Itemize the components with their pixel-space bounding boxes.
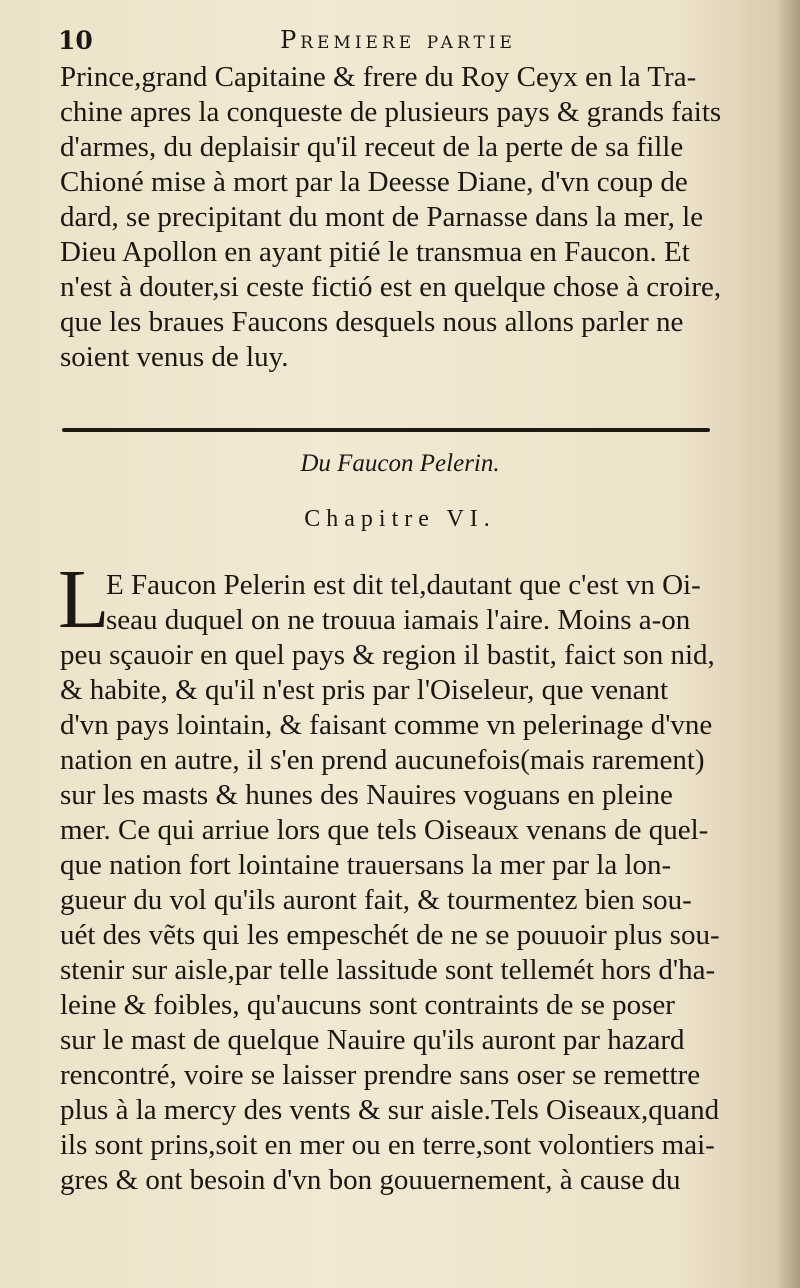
text-line: nation en autre, il s'en prend aucunefois(mais rarement) (60, 744, 705, 776)
text-line: gueur du vol qu'ils auront fait, & tourmentez bien sou- (60, 884, 692, 916)
text-line: leine & foibles, qu'aucuns sont contraints de se poser (60, 989, 675, 1021)
chapter-heading: Chapitre VI. (304, 506, 496, 532)
drop-cap: L (58, 553, 110, 646)
text-line: mer. Ce qui arriue lors que tels Oiseaux venans de quel- (60, 814, 709, 846)
text-line: peu sçauoir en quel pays & region il bastit, faict son nid, (60, 639, 715, 671)
text-line: soient venus de luy. (60, 341, 289, 373)
text-line: d'armes, du deplaisir qu'il receut de la perte de sa fille (60, 131, 684, 163)
text-line: d'vn pays lointain, & faisant comme vn pelerinage d'vne (60, 709, 713, 741)
running-title: Premiere partie (280, 26, 516, 54)
section-divider (62, 428, 710, 432)
text-line: & habite, & qu'il n'est pris par l'Oiseleur, que venant (60, 674, 669, 706)
text-line: n'est à douter,si ceste fictió est en quelque chose à croire, (60, 271, 722, 303)
text-line: plus à la mercy des vents & sur aisle.Tels Oiseaux,quand (60, 1094, 720, 1126)
text-line: stenir sur aisle,par telle lassitude sont tellemét hors d'ha- (60, 954, 716, 986)
text-line: Prince,grand Capitaine & frere du Roy Ceyx en la Tra- (60, 61, 697, 93)
text-line: que nation fort lointaine trauersans la mer par la lon- (60, 849, 672, 881)
section-title: Du Faucon Pelerin. (300, 450, 500, 477)
text-line: chine apres la conqueste de plusieurs pays & grands faits (60, 96, 722, 128)
page-number: 10 (58, 26, 93, 55)
text-line: Chioné mise à mort par la Deesse Diane, d'vn coup de (60, 166, 688, 198)
text-line: rencontré, voire se laisser prendre sans oser se remettre (60, 1059, 701, 1091)
text-line: uét des vẽts qui les empeschét de ne se pouuoir plus sou- (60, 919, 720, 951)
paragraph-1 (60, 60, 740, 375)
text-line: que les braues Faucons desquels nous allons parler ne (60, 306, 684, 338)
text-line: ils sont prins,soit en mer ou en terre,sont volontiers mai- (60, 1129, 715, 1161)
text-line: E Faucon Pelerin est dit tel,dautant que c'est vn Oi- (106, 569, 701, 601)
text-line: seau duquel on ne trouua iamais l'aire. Moins a-on (106, 604, 691, 636)
text-line: sur les masts & hunes des Nauires voguans en pleine (60, 779, 673, 811)
page-header (58, 24, 738, 58)
paragraph-2 (60, 568, 740, 1198)
text-line: dard, se precipitant du mont de Parnasse dans la mer, le (60, 201, 704, 233)
text-line: gres & ont besoin d'vn bon gouuernement, à cause du (60, 1164, 681, 1196)
text-line: sur le mast de quelque Nauire qu'ils auront par hazard (60, 1024, 685, 1056)
text-line: Dieu Apollon en ayant pitié le transmua en Faucon. Et (60, 236, 690, 268)
